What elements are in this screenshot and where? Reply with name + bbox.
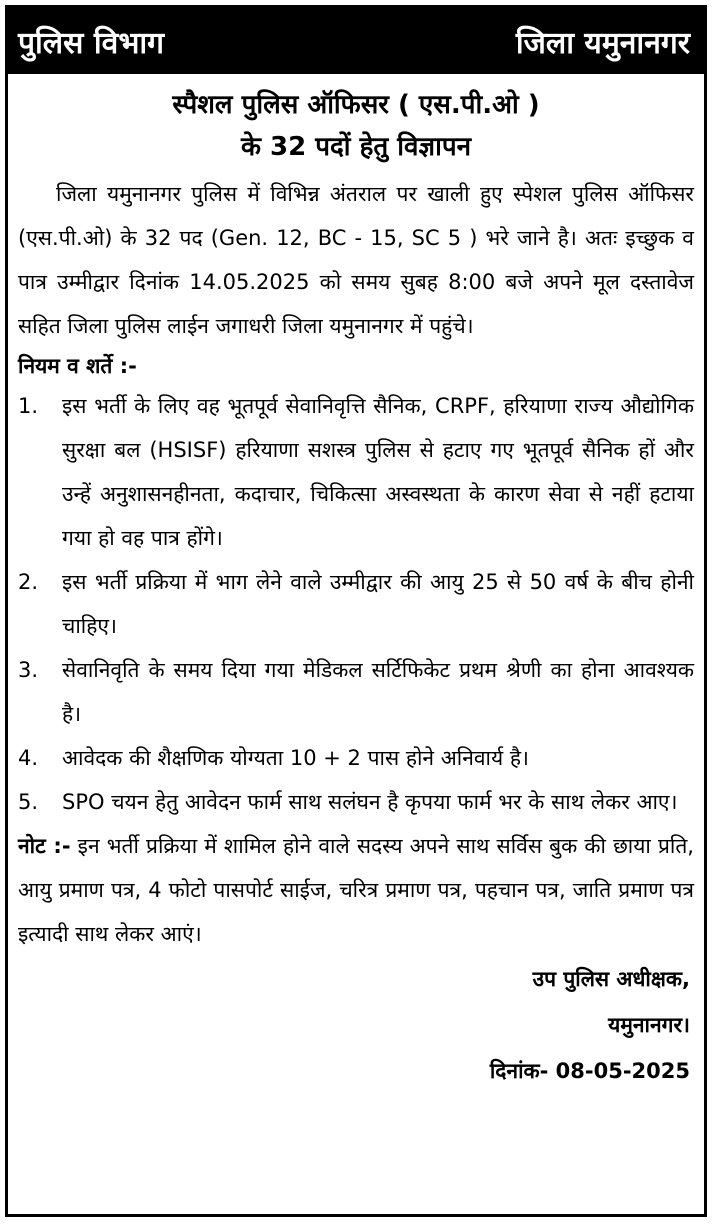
- rules-list: [18, 384, 694, 824]
- issue-date: दिनांक- 08-05-2025: [489, 1059, 690, 1083]
- note-text: इन भर्ती प्रक्रिया में शामिल होने वाले सदस्य अपने साथ सर्विस बुक की छाया प्रति, आयु प्रमाण पत्र, 4 फोटो पासपोर्ट साईज, चरित्र प्रमाण पत्र, पहचान पत्र, जाति प्रमाण पत्र इत्यादी साथ लेकर आएं।: [18, 834, 694, 946]
- rule-number: 5.: [18, 790, 39, 814]
- signatory-designation: उप पुलिस अधीक्षक,: [532, 967, 690, 991]
- rule-text: सेवानिवृति के समय दिया गया मेडिकल सर्टिफिकेट प्रथम श्रेणी का होना आवश्यक है।: [62, 658, 694, 726]
- notice-body: [8, 172, 704, 1094]
- notice-title: [8, 84, 704, 168]
- rule-item: [18, 648, 694, 736]
- rule-number: 1.: [18, 394, 39, 418]
- rule-item: [18, 560, 694, 648]
- signatory-place: यमुनानगर।: [608, 1013, 690, 1037]
- advertisement-notice: [5, 5, 707, 1217]
- rule-number: 2.: [18, 570, 39, 594]
- rule-number: 3.: [18, 658, 39, 682]
- rule-item: [18, 384, 694, 560]
- rule-number: 4.: [18, 746, 39, 770]
- header-bar: [8, 8, 704, 74]
- note-paragraph: [18, 824, 694, 956]
- rule-text: आवेदक की शैक्षणिक योग्यता 10 + 2 पास होने अनिवार्य है।: [62, 746, 529, 770]
- district-name: जिला यमुनानगर: [515, 25, 690, 61]
- title-line-2: के 32 पदों हेतु विज्ञापन: [240, 132, 472, 162]
- rule-text: इस भर्ती प्रक्रिया में भाग लेने वाले उम्मीद्वार की आयु 25 से 50 वर्ष के बीच होनी चाहिए।: [62, 570, 694, 638]
- intro-paragraph: जिला यमुनानगर पुलिस में विभिन्न अंतराल पर खाली हुए स्पेशल पुलिस ऑफिसर (एस.पी.ओ) के 32 पद (Gen. 12, BC - 15, SC 5 ) भरे जाने है। अतः इच्छुक व पात्र उम्मीद्वार दिनांक 14.05.2025 को समय सुबह 8:00 बजे अपने मूल दस्तावेज सहित जिला पुलिस लाईन जगाधरी जिला यमुनानगर में पहुंचे।: [18, 182, 694, 338]
- signature-block: [18, 956, 694, 1094]
- note-label: नोट :-: [18, 834, 71, 858]
- rule-item: [18, 780, 694, 824]
- department-name: पुलिस विभाग: [18, 25, 165, 61]
- rule-text: इस भर्ती के लिए वह भूतपूर्व सेवानिवृत्ति सैनिक, CRPF, हरियाणा राज्य औद्योगिक सुरक्षा बल (HSISF) हरियाणा सशस्त्र पुलिस से हटाए गए भूतपूर्व सैनिक हों और उन्हें अनुशासनहीनता, कदाचार, चिकित्सा अस्वस्थता के कारण सेवा से नहीं हटाया गया हो वह पात्र होंगे।: [62, 394, 694, 550]
- rule-item: [18, 736, 694, 780]
- title-line-1: स्पैशल पुलिस ऑफिसर ( एस.पी.ओ ): [172, 90, 540, 120]
- rule-text: SPO चयन हेतु आवेदन फार्म साथ सलंघन है कृपया फार्म भर के साथ लेकर आए।: [62, 790, 678, 814]
- rules-heading: नियम व शर्ते :-: [18, 354, 137, 378]
